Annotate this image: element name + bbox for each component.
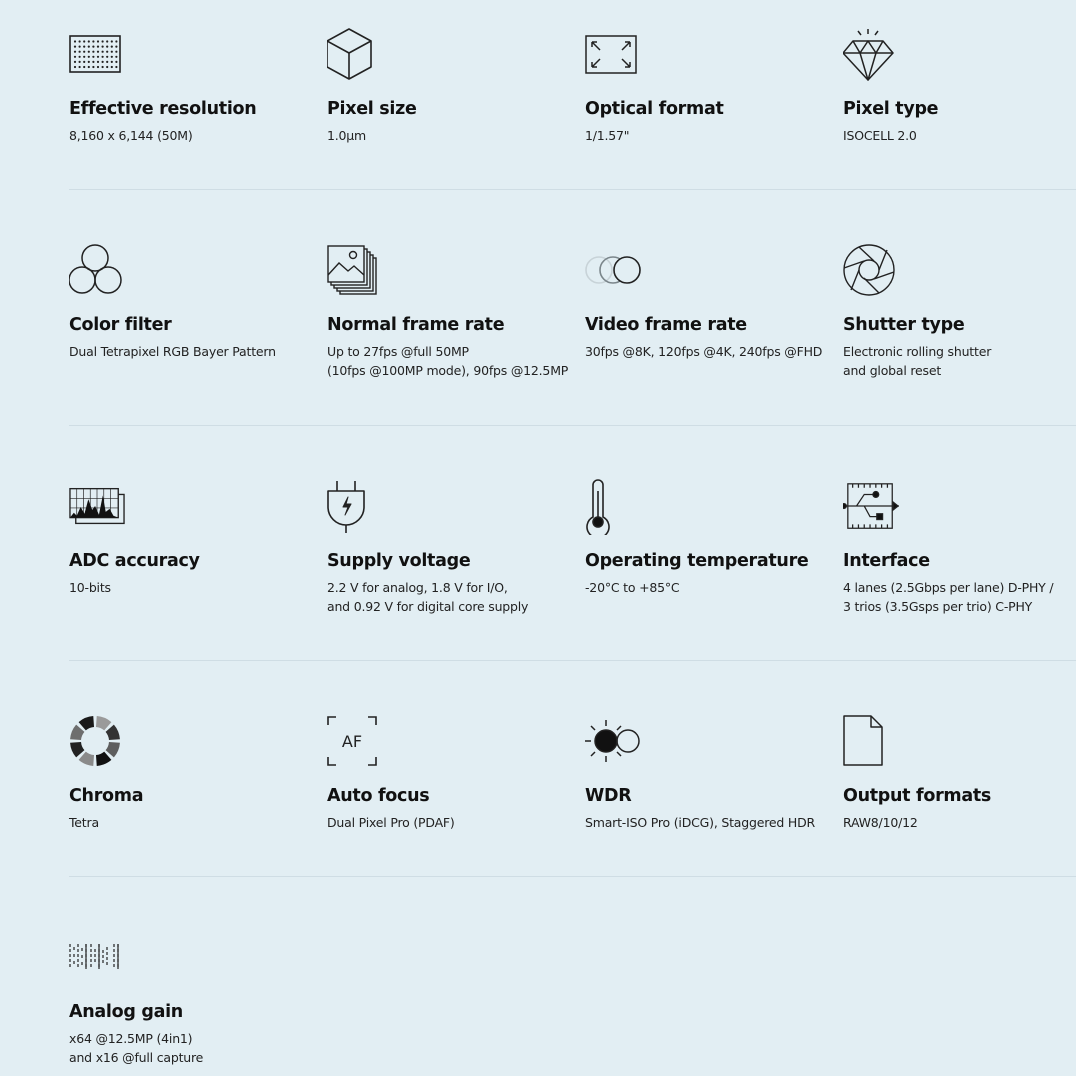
grid-dot (88, 66, 90, 68)
grid-dot (92, 40, 94, 42)
spec-value: 10-bits (69, 580, 111, 595)
chroma-segment (106, 742, 120, 757)
spec-value: Dual Pixel Pro (PDAF) (327, 815, 455, 830)
spec-value: -20°C to +85°C (585, 580, 680, 595)
grid-dot (74, 61, 76, 63)
grid-dot (115, 61, 117, 63)
spec-title: ADC accuracy (69, 551, 200, 571)
grid-dot (83, 40, 85, 42)
chroma-segment (96, 752, 111, 766)
grid-dot (88, 40, 90, 42)
af-label: AF (341, 732, 363, 751)
motion-circles-icon (585, 243, 641, 299)
grid-dot (97, 46, 99, 48)
grid-dot (115, 56, 117, 58)
grid-dot (92, 56, 94, 58)
spec-title: Video frame rate (585, 315, 747, 335)
row-divider (69, 660, 1076, 661)
grid-dot (83, 56, 85, 58)
grid-dot (97, 40, 99, 42)
row-divider (69, 425, 1076, 426)
spec-title: Output formats (843, 786, 992, 806)
chroma-segment (96, 716, 111, 730)
grid-dot (111, 56, 113, 58)
chroma-segment (79, 716, 94, 730)
grid-dot (79, 66, 81, 68)
grid-dot (74, 40, 76, 42)
chroma-segment (106, 725, 120, 740)
spec-value: ISOCELL 2.0 (843, 128, 917, 143)
chroma-segment (79, 752, 94, 766)
grid-dot (115, 51, 117, 53)
spec-title: Shutter type (843, 315, 965, 335)
chroma-segment (70, 725, 84, 740)
grid-dot (102, 56, 104, 58)
grid-dot (102, 51, 104, 53)
image-stack-icon (327, 243, 383, 299)
grid-dot (111, 66, 113, 68)
spec-value: 1/1.57" (585, 128, 630, 143)
spec-value: Electronic rolling shutter and global reset (843, 344, 992, 378)
spec-title: Optical format (585, 99, 724, 119)
grid-dot (106, 66, 108, 68)
grid-dot (106, 61, 108, 63)
grid-dot (97, 56, 99, 58)
grid-dot (111, 40, 113, 42)
expand-arrows-icon (585, 27, 641, 83)
grid-dot (92, 66, 94, 68)
grid-dot (106, 51, 108, 53)
grid-dot (92, 51, 94, 53)
grid-dot (74, 66, 76, 68)
spec-value: 2.2 V for analog, 1.8 V for I/O, and 0.92 V for digital core supply (327, 580, 529, 614)
grid-dot (88, 46, 90, 48)
chroma-ring-icon (69, 714, 125, 770)
grid-dot (79, 61, 81, 63)
cube-icon (327, 27, 383, 83)
grid-dot (88, 61, 90, 63)
spec-title: Analog gain (69, 1002, 183, 1022)
spec-title: Color filter (69, 315, 172, 335)
spec-value: 1.0μm (327, 128, 367, 143)
rgb-circles-icon (69, 243, 125, 299)
grid-dot (97, 66, 99, 68)
grid-dot (115, 46, 117, 48)
grid-dot (106, 56, 108, 58)
gain-bars-icon (69, 930, 125, 986)
spec-value: Up to 27fps @full 50MP (10fps @100MP mode), 90fps @12.5MP (327, 344, 569, 378)
thermometer-icon (585, 479, 641, 535)
grid-dot (83, 51, 85, 53)
grid-dot (79, 46, 81, 48)
power-plug-icon (327, 479, 383, 535)
grid-dot (74, 51, 76, 53)
grid-dot (92, 46, 94, 48)
grid-dot (74, 56, 76, 58)
diamond-icon (843, 27, 899, 83)
grid-dot (102, 40, 104, 42)
spec-title: Interface (843, 551, 930, 571)
grid-dot (88, 56, 90, 58)
grid-dot (97, 61, 99, 63)
grid-dot (102, 61, 104, 63)
row-divider (69, 876, 1076, 877)
spec-title: Operating temperature (585, 551, 809, 571)
grid-dot (106, 40, 108, 42)
spec-title: Auto focus (327, 786, 430, 806)
grid-dot (79, 51, 81, 53)
spec-value: Tetra (69, 815, 99, 830)
grid-dot (88, 51, 90, 53)
grid-dot (79, 40, 81, 42)
grid-dot (92, 61, 94, 63)
spec-title: Chroma (69, 786, 144, 806)
document-icon (843, 714, 899, 770)
grid-dot (106, 46, 108, 48)
histogram-icon (69, 479, 125, 535)
spec-title: WDR (585, 786, 632, 806)
spec-title: Pixel type (843, 99, 939, 119)
spec-title: Supply voltage (327, 551, 471, 571)
grid-dot (102, 66, 104, 68)
spec-title: Pixel size (327, 99, 417, 119)
spec-title: Normal frame rate (327, 315, 505, 335)
spec-value: Dual Tetrapixel RGB Bayer Pattern (69, 344, 276, 359)
pixel-grid-icon (69, 27, 125, 83)
grid-dot (83, 46, 85, 48)
grid-dot (83, 66, 85, 68)
spec-value: Smart-ISO Pro (iDCG), Staggered HDR (585, 815, 815, 830)
grid-dot (102, 46, 104, 48)
grid-dot (115, 66, 117, 68)
grid-dot (97, 51, 99, 53)
spec-value: 30fps @8K, 120fps @4K, 240fps @FHD (585, 344, 823, 359)
spec-value: x64 @12.5MP (4in1) and x16 @full capture (69, 1031, 204, 1065)
spec-value: RAW8/10/12 (843, 815, 918, 830)
grid-dot (83, 61, 85, 63)
grid-dot (111, 61, 113, 63)
grid-dot (111, 46, 113, 48)
row-divider (69, 189, 1076, 190)
chroma-segment (70, 742, 84, 757)
grid-dot (111, 51, 113, 53)
aperture-icon (843, 243, 899, 299)
grid-dot (79, 56, 81, 58)
wdr-sun-icon (585, 714, 641, 770)
grid-dot (74, 46, 76, 48)
spec-title: Effective resolution (69, 99, 257, 119)
spec-value: 4 lanes (2.5Gbps per lane) D-PHY / 3 trios (3.5Gsps per trio) C-PHY (843, 580, 1054, 614)
interface-chip-icon (843, 479, 899, 535)
spec-value: 8,160 x 6,144 (50M) (69, 128, 193, 143)
af-frame-icon (327, 714, 383, 770)
grid-dot (115, 40, 117, 42)
